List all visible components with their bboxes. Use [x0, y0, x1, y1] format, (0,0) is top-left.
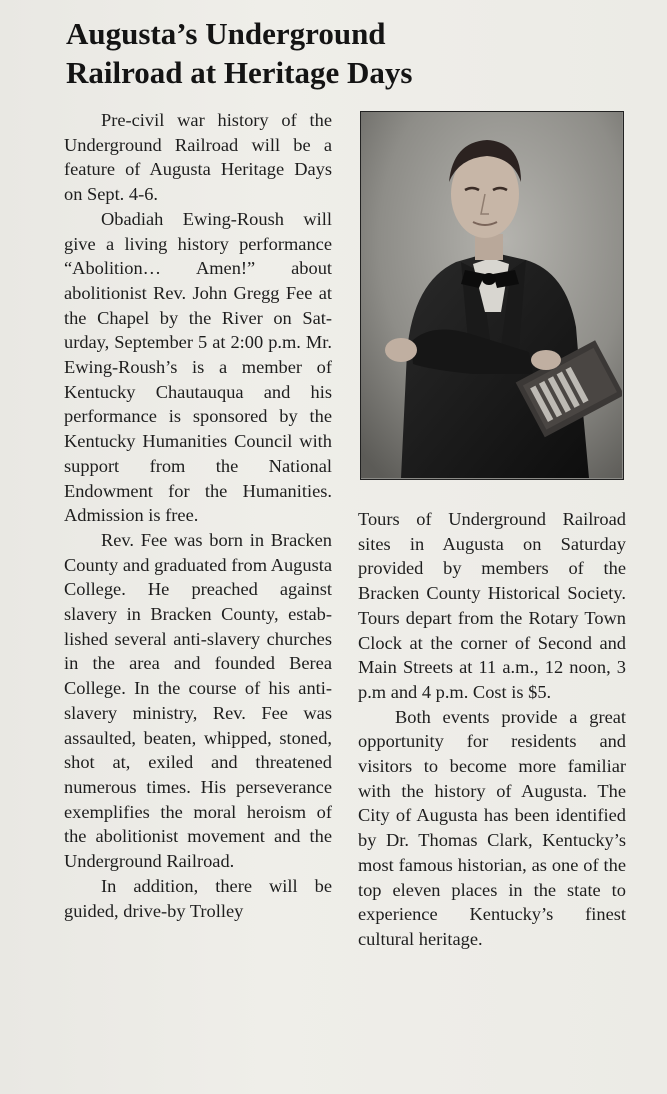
paragraph-closing: Both events provide a great opportunity for residents and visitors to become more familiar with the history of Augusta. The City of Augusta has been identified by Dr. Thomas Clark, Kentucky’s most famous historian, as one of the top eleven places in the state to experience Kentucky’s finest cultural heritage. [358, 706, 626, 949]
paragraph-addition: In addition, there will be guided, drive-by Trolley [64, 875, 332, 921]
headline-line-1: Augusta’s Underground [66, 16, 386, 51]
performer-portrait-icon [361, 112, 622, 478]
article-headline [66, 14, 412, 92]
performer-photo [360, 111, 624, 480]
paragraph-trolley-tours: Tours of Underground Railroad sites in Augusta on Saturday provided by members of the Bracken County Historical Society. Tours depart from the Rotary Town Clock at the corner of Second and Main Streets at 11 a.m., 12 noon, 3 p.m and 4 p.m. Cost is $5. [358, 509, 626, 702]
paragraph-rev-fee: Rev. Fee was born in Bracken County and graduated from Augusta College. He preached against slavery in Bracken County, established several anti-slavery churches in the area and founded Berea College. In the course of his anti-slavery ministry, Rev. Fee was assaulted, beaten, whipped, stoned, shot at, exiled and threatened numerous times. His perseverance exemplifies the moral heroism of the abolitionist movement and the Underground Railroad. [64, 529, 332, 872]
right-column [358, 507, 626, 952]
paragraph-performance: Obadiah Ewing-Roush will give a living history performance “Abolition… Amen!” about abolitionist Rev. John Gregg Fee at the Chapel by the River on Saturday, September 5 at 2:00 p.m. Mr. Ewing-Roush’s is a member of Kentucky Chautauqua and his performance is sponsored by the Kentucky Humanities Council with support from the National Endowment for the Humanities. Admission is free. [64, 208, 332, 526]
headline-line-2: Railroad at Heritage Days [66, 55, 413, 90]
paragraph-intro: Pre-civil war history of the Underground Railroad will be a feature of Augusta Heritage Days on Sept. 4-6. [64, 110, 332, 205]
left-column [64, 108, 332, 923]
